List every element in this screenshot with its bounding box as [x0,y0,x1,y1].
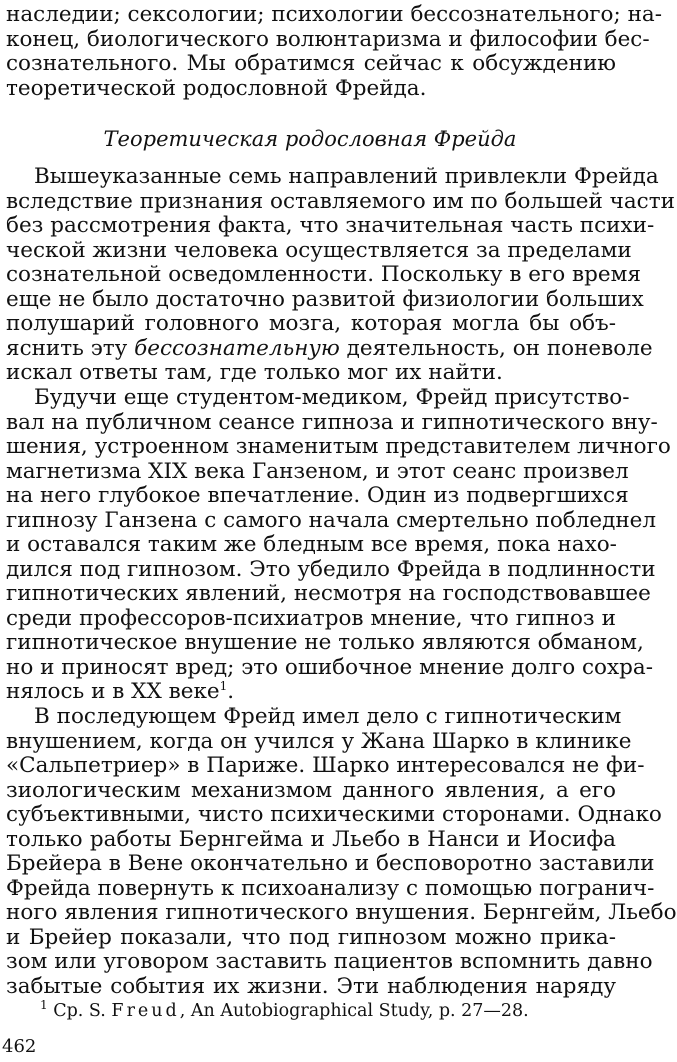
text-line: вал на публичном сеансе гипноза и гипнотического вну- [6,409,658,435]
text-line: среди профессоров-психиатров мнение, что гипноз и [6,605,616,631]
paragraph-3 [6,704,677,999]
text-line: ческой жизни человека осуществляется за пределами [6,237,632,263]
text-line: искал ответы там, где только мог их найти. [6,360,503,385]
text-line: полушарий головного мозга, которая могла бы объ- [6,311,616,336]
text-line: и оставался таким же бледным все время, пока нахо- [6,532,617,557]
footnote-mark: 1 [40,998,48,1013]
page-number: 462 [2,1036,37,1057]
text-line [6,680,616,705]
text-line: ного явления гипнотического внушения. Бернгейм, Льебо [6,900,677,925]
text-line: гипнотическое внушение не только являются обманом, [6,630,644,655]
text-line: гипнозу Ганзена с самого начала смертельно побледнел [6,507,657,533]
text-segment: . [227,679,235,704]
text-line: без рассмотрения факта, что значительная часть психи- [6,213,655,238]
text-line: но и приносят вред; это ошибочное мнение долго сохра- [6,654,653,680]
text-line: еще не было достаточно развитой физиологии больших [6,286,644,312]
footnote-author: Freud [111,1001,180,1021]
text-line: субъективными, чисто психическими сторонами. Однако [6,802,662,827]
text-line: вследствие признания оставляемого им по большей части [6,188,675,214]
text-line: Фрейда повернуть к психоанализу с помощью погранич- [6,875,655,901]
paragraph-1 [6,164,675,386]
paragraph-2 [6,385,671,705]
text-line: Вышеуказанные семь направлений привлекли Фрейда [34,164,659,189]
text-segment: деятельность, он поневоле [339,335,653,361]
footnote [40,998,560,1021]
text-line: В последующем Фрейд имел дело с гипнотическим [34,704,622,729]
text-line: наследии; сексологии; психологии бессознательного; на- [6,2,662,27]
section-heading: Теоретическая родословная Фрейда [103,127,517,151]
text-line: зиологическим механизмом данного явления, а его [6,777,616,803]
text-line: Брейера в Вене окончательно и бесповоротно заставили [6,851,655,876]
text-line: забытые события их жизни. Эти наблюдения наряду [6,973,616,999]
text-line: сознательной осведомленности. Поскольку в его время [6,262,641,287]
text-line: конец, биологического волюнтаризма и философии бес- [6,26,650,52]
footnote-ref: 1 [219,678,228,693]
text-segment: нялось и в XX веке [6,679,220,704]
text-line: магнетизма XIX века Ганзеном, и этот сеанс произвел [6,458,629,484]
text-line: сознательного. Мы обратимся сейчас к обсуждению [6,51,616,76]
text-line: зом или уговором заставить пациентов вспомнить давно [6,949,653,974]
text-line: шения, устроенном знаменитым представителем личного [6,434,671,459]
footnote-text: Ср. S. [47,1001,112,1021]
text-line: и Брейер показали, что под гипнозом можно прика- [6,924,616,950]
text-line: на него глубокое впечатление. Один из подвергшихся [6,483,629,508]
text-segment: яснить эту [6,335,135,361]
text-line: дился под гипнозом. Это убедило Фрейда в подлинности [6,556,656,582]
text-line: Будучи еще студентом-медиком, Фрейд присутство- [34,385,630,410]
text-line: только работы Бернгейма и Льебо в Нанси и Иосифа [6,826,616,852]
footnote-text: , An Autobiographical Study, p. 27—28. [179,1001,529,1021]
text-line: «Сальпетриер» в Париже. Шарко интересовался не фи- [6,753,645,778]
text-line [6,335,653,362]
text-line: теоретической родословной Фрейда. [6,75,427,101]
intro-text [6,2,662,101]
text-line: гипнотических явлений, несмотря на господствовавшее [6,581,651,606]
text-line: внушением, когда он учился у Жана Шарко в клинике [6,728,632,754]
emphasized-word: бессознательную [134,335,340,361]
